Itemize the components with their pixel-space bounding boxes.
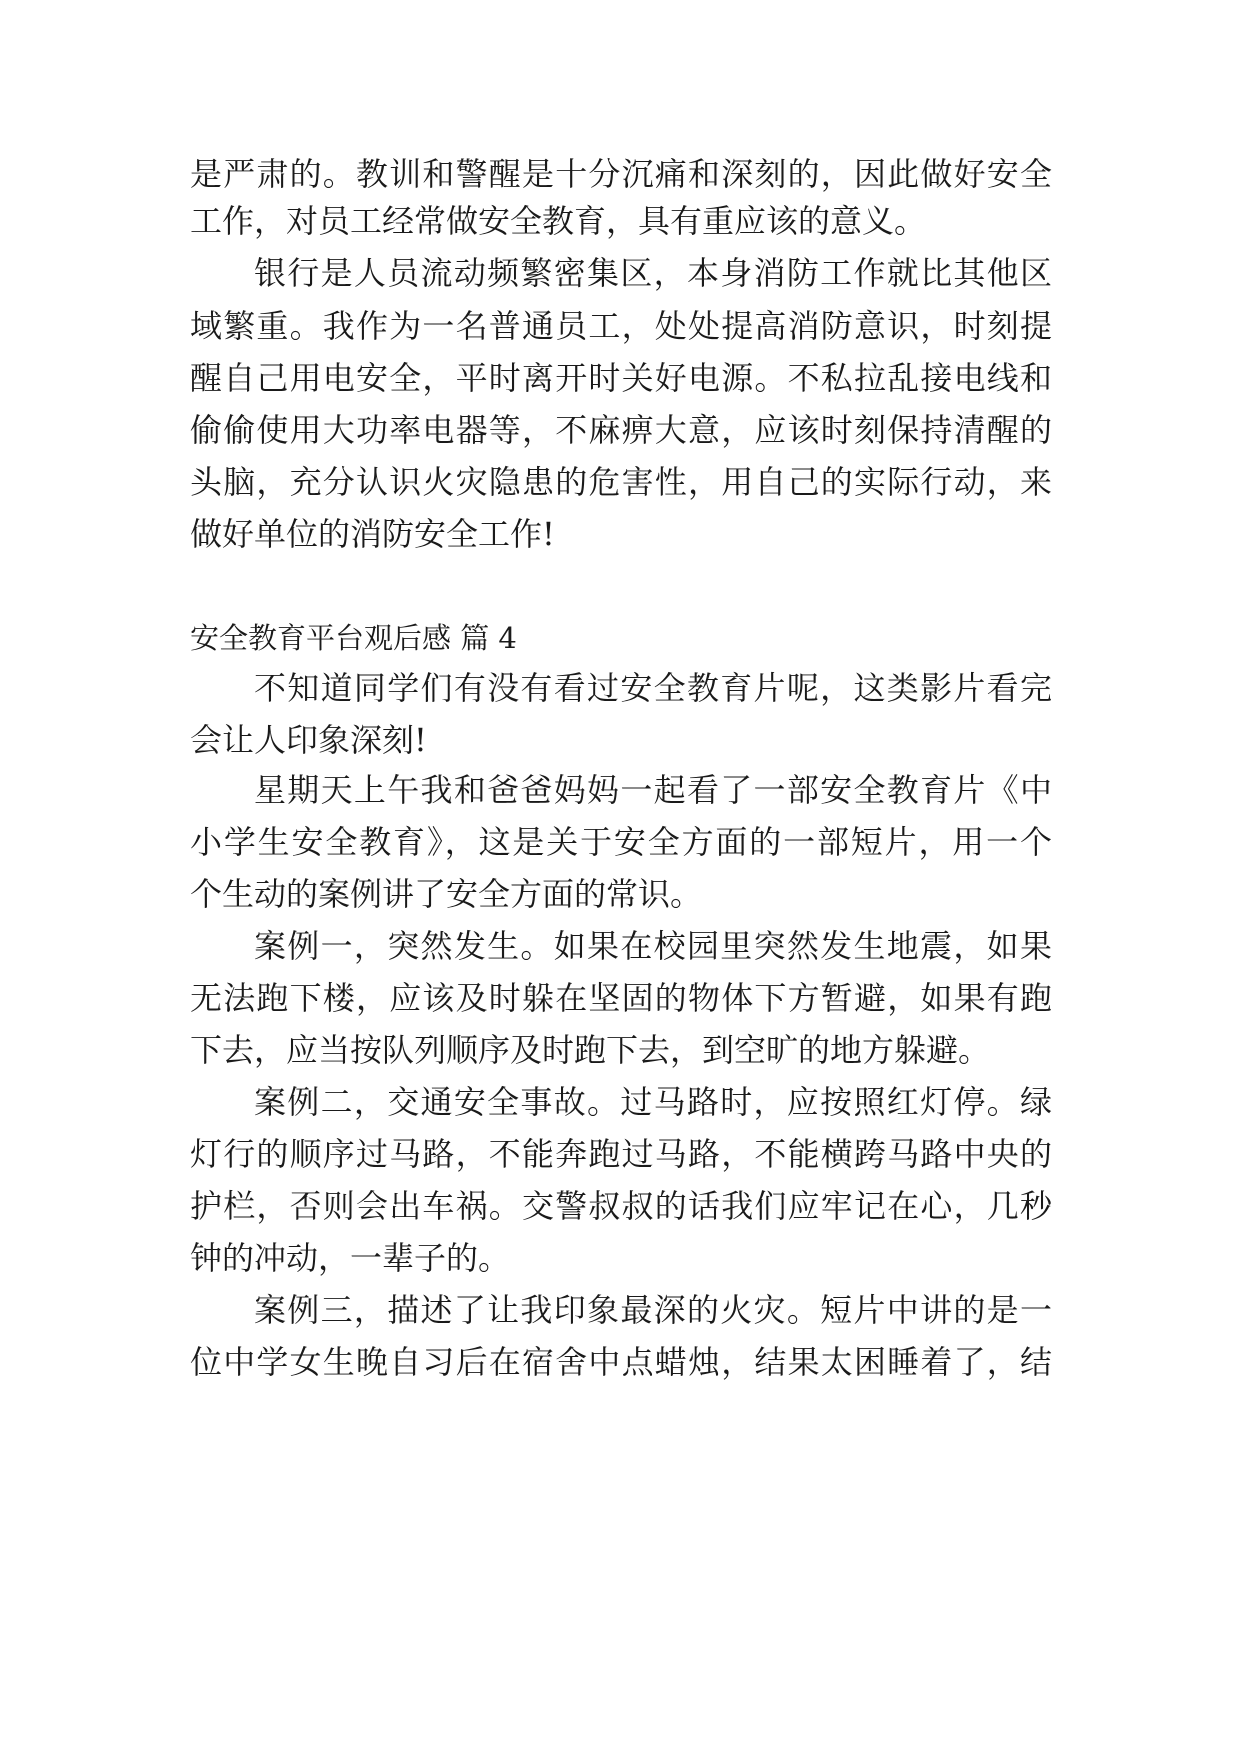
text-line: 是严肃的。教训和警醒是十分沉痛和深刻的，因此做好安全 — [190, 155, 1052, 193]
text-line: 醒自己用电安全，平时离开时关好电源。不私拉乱接电线和 — [190, 359, 1052, 397]
text-line: 会让人印象深刻! — [190, 721, 427, 759]
paragraph-first-line: 案例二，交通安全事故。过马路时，应按照红灯停。绿 — [254, 1083, 1052, 1121]
paragraph-first-line: 银行是人员流动频繁密集区，本身消防工作就比其他区 — [254, 254, 1052, 292]
paragraph-first-line: 案例一，突然发生。如果在校园里突然发生地震，如果 — [254, 927, 1052, 965]
text-line: 下去，应当按队列顺序及时跑下去，到空旷的地方躲避。 — [190, 1031, 991, 1069]
text-line: 工作，对员工经常做安全教育，具有重应该的意义。 — [190, 202, 927, 240]
section-heading: 安全教育平台观后感 篇 4 — [190, 621, 517, 655]
paragraph-first-line: 案例三，描述了让我印象最深的火灾。短片中讲的是一 — [254, 1291, 1052, 1329]
text-line: 域繁重。我作为一名普通员工，处处提高消防意识，时刻提 — [190, 307, 1052, 345]
text-line: 位中学女生晚自习后在宿舍中点蜡烛，结果太困睡着了，结 — [190, 1343, 1052, 1381]
text-line: 小学生安全教育》，这是关于安全方面的一部短片，用一个 — [190, 823, 1052, 861]
text-line: 头脑，充分认识火灾隐患的危害性，用自己的实际行动，来 — [190, 463, 1052, 501]
text-line: 钟的冲动，一辈子的。 — [190, 1239, 511, 1277]
text-line: 灯行的顺序过马路，不能奔跑过马路，不能横跨马路中央的 — [190, 1135, 1052, 1173]
text-line: 个生动的案例讲了安全方面的常识。 — [190, 875, 703, 913]
paragraph-first-line: 不知道同学们有没有看过安全教育片呢，这类影片看完 — [254, 669, 1052, 707]
text-line: 偷偷使用大功率电器等，不麻痹大意，应该时刻保持清醒的 — [190, 411, 1052, 449]
text-line: 做好单位的消防安全工作! — [190, 515, 555, 553]
text-line: 护栏，否则会出车祸。交警叔叔的话我们应牢记在心，几秒 — [190, 1187, 1052, 1225]
text-line: 无法跑下楼，应该及时躲在坚固的物体下方暂避，如果有跑 — [190, 979, 1052, 1017]
paragraph-first-line: 星期天上午我和爸爸妈妈一起看了一部安全教育片《中 — [254, 771, 1052, 809]
